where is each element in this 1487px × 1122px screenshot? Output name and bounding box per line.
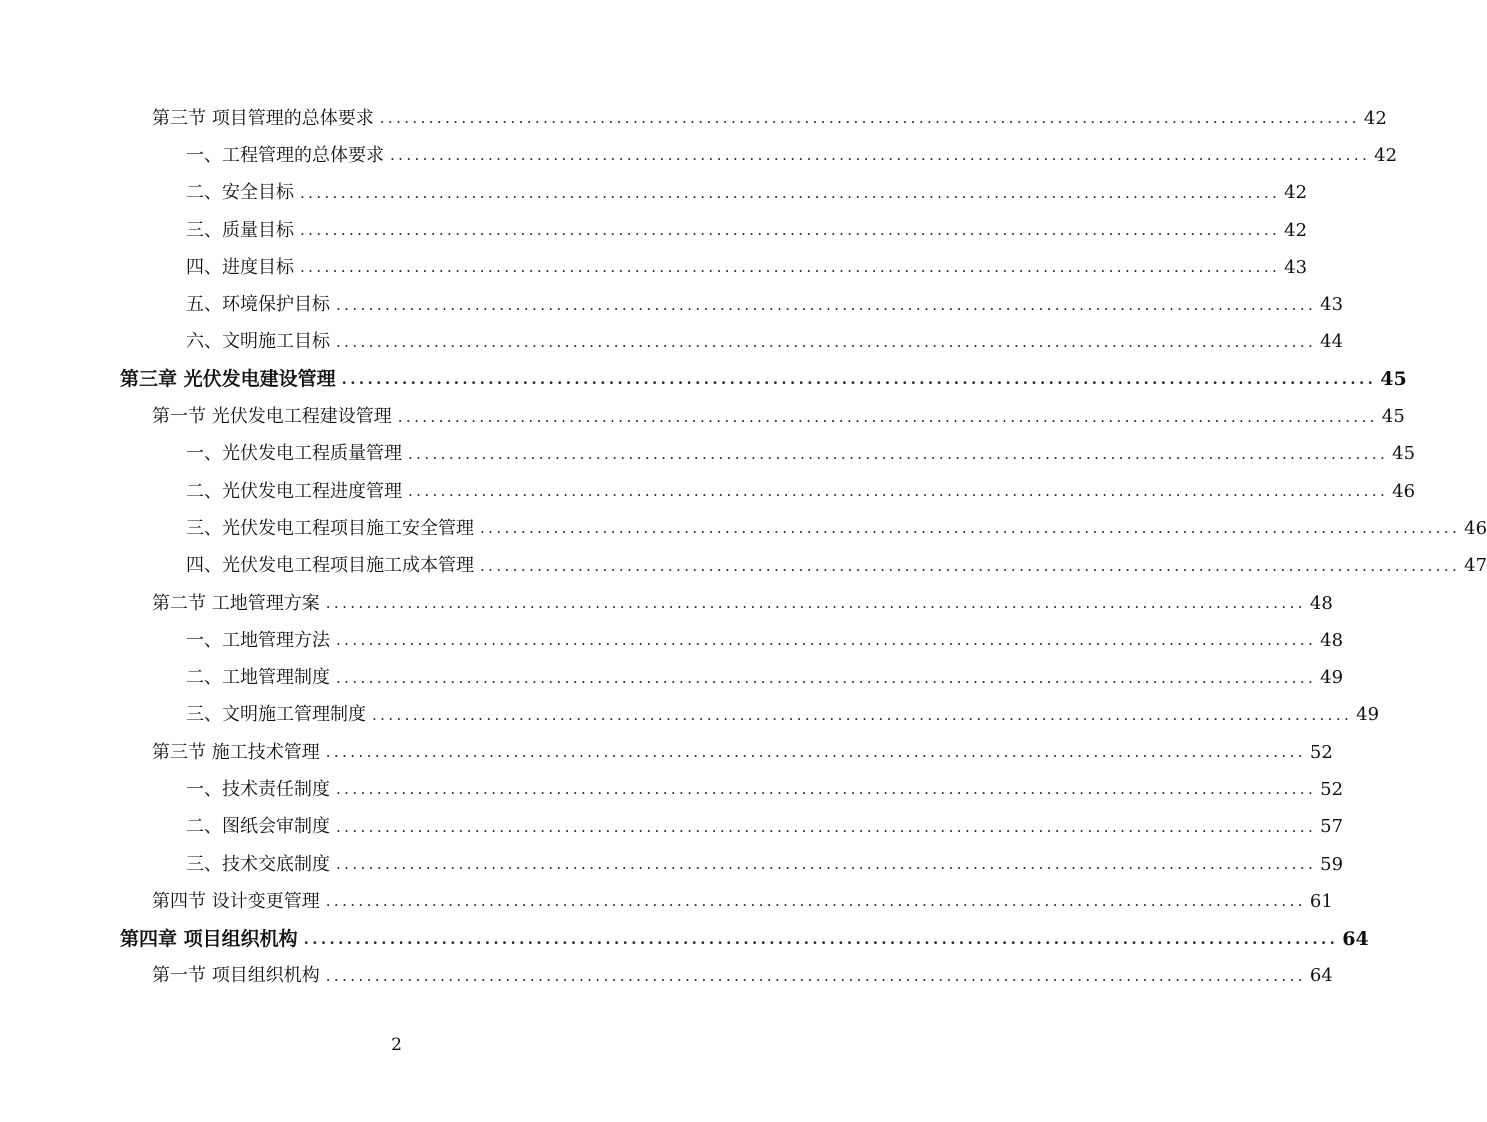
toc-entry-label: 第四节 设计变更管理 (152, 890, 320, 912)
toc-entry-label: 一、工程管理的总体要求 (186, 144, 384, 166)
toc-entry-page: 42 (1284, 182, 1308, 204)
toc-leader-dots: ........................................................................................................................ (336, 855, 1317, 874)
toc-leader-dots: ........................................................................................................................ (336, 295, 1317, 314)
toc-entry-label: 二、光伏发电工程进度管理 (186, 480, 402, 502)
toc-entry-label: 一、技术责任制度 (186, 778, 330, 800)
toc-entry-label: 六、文明施工目标 (186, 331, 330, 353)
toc-entry-page: 42 (1284, 219, 1308, 241)
toc-subsection-entry[interactable] (0, 212, 1308, 249)
toc-entry-page: 46 (1392, 480, 1416, 502)
toc-leader-dots: ........................................................................................................................ (336, 817, 1317, 836)
toc-leader-dots: ........................................................................................................................ (390, 146, 1371, 165)
toc-entry-page: 43 (1284, 256, 1308, 278)
toc-entry-page: 43 (1320, 294, 1344, 316)
toc-entry-label: 三、文明施工管理制度 (186, 704, 366, 726)
toc-entry-page: 44 (1320, 331, 1344, 353)
toc-entry-label: 二、工地管理制度 (186, 667, 330, 689)
toc-entry-label: 三、技术交底制度 (186, 853, 330, 875)
page-number: 2 (391, 1035, 402, 1055)
toc-leader-dots: ........................................................................................................................ (397, 407, 1378, 426)
toc-entry-label: 四、进度目标 (186, 256, 294, 278)
toc-entry-page: 48 (1309, 592, 1333, 614)
toc-subsection-entry[interactable] (0, 286, 1344, 323)
toc-entry-page: 64 (1309, 965, 1333, 987)
toc-subsection-entry[interactable] (0, 659, 1344, 696)
toc-entry-label: 第四章 项目组织机构 (120, 927, 298, 950)
toc-subsection-entry[interactable] (0, 473, 1416, 510)
toc-leader-dots: ........................................................................................................................ (372, 705, 1353, 724)
toc-entry-label: 第三节 项目管理的总体要求 (152, 107, 374, 129)
toc-entry-label: 第二节 工地管理方案 (152, 592, 320, 614)
toc-entry-page: 45 (1381, 406, 1405, 428)
toc-chapter-entry[interactable] (0, 361, 1407, 398)
toc-section-entry[interactable] (0, 398, 1405, 435)
toc-leader-dots: ........................................................................................................................ (480, 556, 1461, 575)
toc-leader-dots: ........................................................................................................................ (325, 892, 1306, 911)
toc-subsection-entry[interactable] (0, 697, 1380, 734)
toc-leader-dots: ........................................................................................................................ (325, 594, 1306, 612)
toc-entry-label: 第一节 光伏发电工程建设管理 (152, 406, 392, 428)
toc-chapter-entry[interactable] (0, 921, 1369, 958)
toc-subsection-entry[interactable] (0, 510, 1487, 547)
toc-entry-page: 45 (1380, 368, 1407, 391)
toc-entry-label: 一、工地管理方法 (186, 629, 330, 651)
toc-entry-page: 42 (1374, 144, 1398, 166)
toc-entry-page: 49 (1356, 704, 1380, 726)
toc-entry-label: 四、光伏发电工程项目施工成本管理 (186, 555, 474, 577)
toc-leader-dots: ........................................................................................................................ (300, 183, 1281, 202)
toc-entry-page: 57 (1320, 816, 1344, 838)
toc-entry-label: 一、光伏发电工程质量管理 (186, 443, 402, 465)
toc-entry-label: 五、环境保护目标 (186, 294, 330, 316)
toc-entry-page: 52 (1309, 741, 1333, 763)
toc-leader-dots: ........................................................................................................................ (408, 482, 1389, 501)
toc-leader-dots: ........................................................................................................................ (300, 258, 1281, 277)
toc-entry-label: 第三章 光伏发电建设管理 (120, 368, 336, 391)
toc-entry-page: 47 (1464, 555, 1487, 577)
toc-leader-dots: ........................................................................................................................ (336, 668, 1317, 687)
toc-subsection-entry[interactable] (0, 249, 1308, 286)
toc-leader-dots: ........................................................................................................................ (379, 109, 1360, 128)
toc-subsection-entry[interactable] (0, 809, 1344, 846)
toc-section-entry[interactable] (0, 100, 1387, 137)
toc-entry-page: 48 (1320, 629, 1344, 651)
toc-entry-page: 46 (1464, 517, 1487, 539)
toc-subsection-entry[interactable] (0, 436, 1416, 473)
toc-leader-dots: ........................................................................................................................ (336, 780, 1317, 799)
toc-subsection-entry[interactable] (0, 324, 1344, 361)
toc-subsection-entry[interactable] (0, 846, 1344, 883)
toc-entry-label: 二、图纸会审制度 (186, 816, 330, 838)
toc-leader-dots: ........................................................................................................................ (336, 631, 1317, 650)
toc-entry-page: 49 (1320, 667, 1344, 689)
toc-leader-dots: ........................................................................................................................ (480, 519, 1461, 538)
toc-entry-label: 三、光伏发电工程项目施工安全管理 (186, 517, 474, 539)
toc-section-entry[interactable] (0, 958, 1333, 995)
toc-entry-page: 52 (1320, 778, 1344, 800)
toc-leader-dots: ........................................................................................................................ (325, 743, 1306, 762)
toc-subsection-entry[interactable] (0, 137, 1398, 174)
toc-section-entry[interactable] (0, 585, 1333, 622)
toc-entry-page: 64 (1342, 927, 1369, 950)
toc-entry-page: 59 (1320, 853, 1344, 875)
toc-leader-dots: ........................................................................................................................ (303, 929, 1339, 948)
toc-section-entry[interactable] (0, 734, 1333, 771)
toc-leader-dots: ........................................................................................................................ (408, 444, 1389, 463)
toc-section-entry[interactable] (0, 883, 1333, 920)
toc-leader-dots: ........................................................................................................................ (325, 966, 1306, 985)
toc-entry-page: 45 (1392, 443, 1416, 465)
toc-leader-dots: ........................................................................................................................ (341, 370, 1377, 389)
toc-entry-label: 二、安全目标 (186, 182, 294, 204)
toc-subsection-entry[interactable] (0, 175, 1308, 212)
toc-entry-label: 三、质量目标 (186, 219, 294, 241)
toc-entry-label: 第三节 施工技术管理 (152, 741, 320, 763)
toc-subsection-entry[interactable] (0, 548, 1487, 585)
toc-leader-dots: ........................................................................................................................ (300, 221, 1281, 240)
toc-leader-dots: ........................................................................................................................ (336, 332, 1317, 351)
toc-subsection-entry[interactable] (0, 771, 1344, 808)
toc-entry-page: 61 (1309, 890, 1333, 912)
table-of-contents (0, 100, 1487, 995)
toc-entry-page: 42 (1363, 107, 1387, 129)
toc-subsection-entry[interactable] (0, 622, 1344, 659)
toc-entry-label: 第一节 项目组织机构 (152, 965, 320, 987)
